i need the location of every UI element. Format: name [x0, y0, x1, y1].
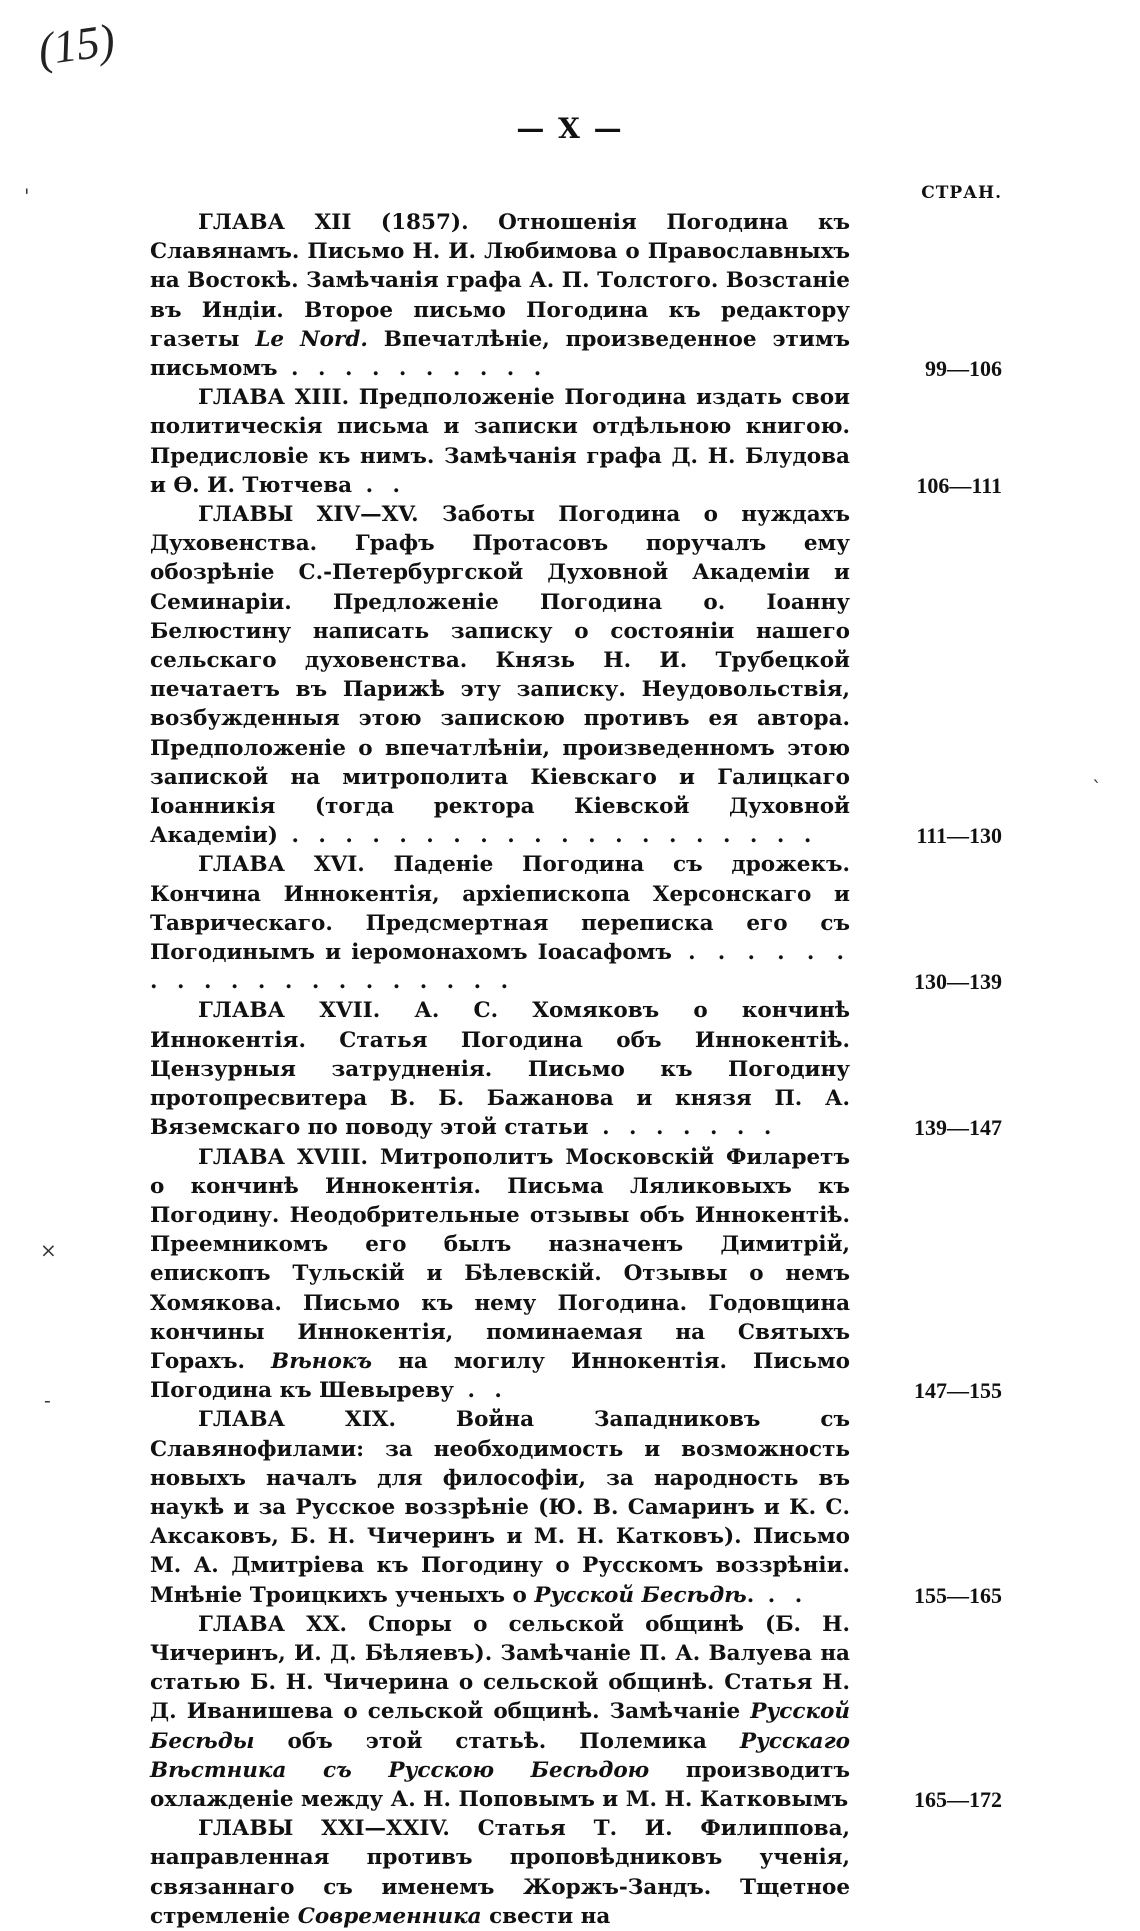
pages-column-label: СТРАН. [921, 183, 1002, 203]
entry-pages: 111—130 [916, 823, 1002, 849]
toc-entry: ГЛАВА XVIII. Митрополитъ Московскій Филаретъ о кончинѣ Иннокентія. Письма Ляликовыхъ къ Погодину. Неодобрительные отзывы объ Иннокентіѣ. Преемникомъ его былъ назначенъ Димитрій, епископъ Тульскій и Бѣлевскій. Отзывы о немъ Хомякова. Письмо къ нему Погодина. Годовщина кончины Иннокентія, поминаемая на Святыхъ Горахъ. Вѣнокъ на могилу Иннокентія. Письмо Погодина къ Шевыреву . . 147—155 [150, 1143, 1002, 1406]
margin-tick-mark: ` [1092, 776, 1102, 800]
toc-entry: ГЛАВА XIII. Предположеніе Погодина издать свои политическія письма и записки отдѣльною книгою. Предисловіе къ нимъ. Замѣчанія графа Д. Н. Блудова и Ѳ. И. Тютчева . . 106—111 [150, 383, 1002, 500]
margin-tick-mark: - [44, 1388, 51, 1412]
corner-page-mark: (15) [34, 13, 118, 76]
table-of-contents [150, 208, 1002, 1931]
toc-entry: ГЛАВА XVI. Паденіе Погодина съ дрожекъ. Кончина Иннокентія, архіепископа Херсонскаго и Таврическаго. Предсмертная переписка его съ Погодинымъ и іеромонахомъ Іоасафомъ . . . . . . . . . . . . . . . . . . . . 130—139 [150, 850, 1002, 996]
toc-entry: ГЛАВА XII (1857). Отношенія Погодина къ Славянамъ. Письмо Н. И. Любимова о Православныхъ на Востокѣ. Замѣчанія графа А. П. Толстого. Возстаніе въ Индіи. Второе письмо Погодина къ редактору газеты Le Nord. Впечатлѣніе, произведенное этимъ письмомъ . . . . . . . . . . 99—106 [150, 208, 1002, 383]
entry-pages: 106—111 [916, 472, 1002, 498]
page-header: — X — [516, 112, 624, 145]
entry-pages: 155—165 [914, 1582, 1002, 1608]
toc-entry: ГЛАВЫ XIV—XV. Заботы Погодина о нуждахъ Духовенства. Графъ Протасовъ поручалъ ему обозрѣніе С.-Петербургской Духовной Академіи и Семинаріи. Предложеніе Погодина о. Іоанну Белюстину написать записку о состояніи нашего сельскаго духовенства. Князь Н. И. Трубецкой печатаетъ въ Парижѣ эту записку. Неудовольствія, возбужденныя этою запискою противъ ея автора. Предположеніе о впечатлѣніи, произведенномъ этою запиской на митрополита Кіевскаго и Галицкаго Іоанникія (тогда ректора Кіевской Духовной Академіи) . . . . . . . . . . . . . . . . . . . . 111—130 [150, 500, 1002, 850]
entry-pages: 147—155 [914, 1378, 1002, 1404]
entry-pages: 165—172 [914, 1786, 1002, 1812]
toc-entry: ГЛАВА XVII. А. С. Хомяковъ о кончинѣ Иннокентія. Статья Погодина объ Иннокентіѣ. Цензурныя затрудненія. Письмо къ Погодину протопресвитера В. Б. Бажанова и князя П. А. Вяземскаго по поводу этой статьи . . . . . . . 139—147 [150, 996, 1002, 1142]
entry-pages: 139—147 [914, 1115, 1002, 1141]
toc-entry: ГЛАВЫ XXI—XXIV. Статья Т. И. Филиппова, направленная противъ проповѣдниковъ ученія, связаннаго съ именемъ Жоржъ-Зандъ. Тщетное стремленіе Современника свести на [150, 1816, 850, 1929]
margin-tick-mark: × [40, 1238, 57, 1262]
margin-tick-mark: ' [24, 184, 30, 208]
entry-pages: 99—106 [925, 356, 1002, 382]
toc-entry: ГЛАВА XX. Споры о сельской общинѣ (Б. Н. Чичеринъ, И. Д. Бѣляевъ). Замѣчаніе П. А. Валуева на статью Б. Н. Чичерина о сельской общинѣ. Статья Н. Д. Иванишева о сельской общинѣ. Замѣчаніе Русской Бесѣды объ этой статьѣ. Полемика Русскаго Вѣстника съ Русскою Бесѣдою производитъ охлажденіе между А. Н. Поповымъ и М. Н. Катковымъ 165—172 [150, 1610, 1002, 1814]
entry-pages: 130—139 [914, 969, 1002, 995]
toc-entry: ГЛАВА XIX. Война Западниковъ съ Славянофилами: за необходимость и возможность новыхъ началъ для философіи, за народность въ наукѣ и за Русское воззрѣніе (Ю. В. Самаринъ и К. С. Аксаковъ, Б. Н. Чичеринъ и М. Н. Катковъ). Письмо М. А. Дмитріева къ Погодину о Русскомъ воззрѣніи. Мнѣніе Троицкихъ ученыхъ о Русской Бесѣдѣ. . . 155—165 [150, 1405, 1002, 1609]
